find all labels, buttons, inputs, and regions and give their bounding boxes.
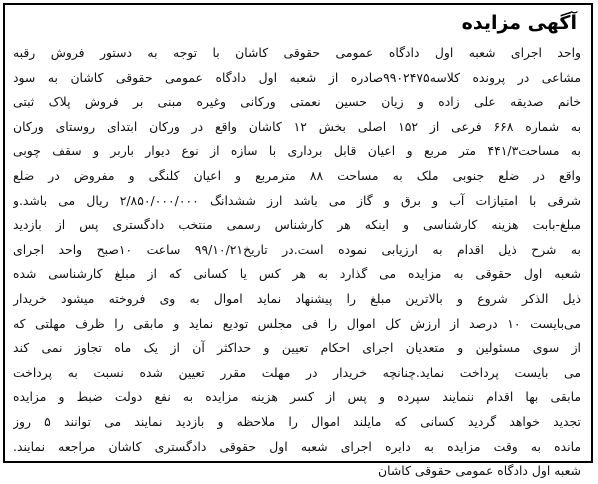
notice-line: خانم صدیقه علی زاده و زیان حسین نعمتی ورکانی وغیره مبنی بر فروش پلاک ثبتی <box>13 94 581 110</box>
notice-line: به شماره ۶۶۸ فرعی از ۱۵۲ اصلی بخش ۱۲ کاشان واقع در ورکان ابتدای روستای ورکان <box>13 118 581 134</box>
notice-line: ذیل الذکر شروع و بالاترین مبلغ را پیشنهاد نماید اموال به وی فروخته میشود خریدار <box>13 290 581 306</box>
notice-signature: شعبه اول دادگاه عمومی حقوقی کاشان <box>378 463 581 479</box>
notice-line: به شرح ذیل اقدام به ارزیابی نموده است.در تاریخ۹۹/۱۰/۲۱ ساعت ۱۰صبح واحد اجرای <box>13 241 581 257</box>
notice-line: شرقی با امتیازات آب و برق و گاز می باشد ارز ششدانگ ۲/۸۵۰/۰۰۰/۰۰۰ ریال می باشد.و <box>13 192 581 208</box>
notice-line: تجدید خواهد گردید کسانی که مایلند اموال را ملاحظه و بازدید نمایند می توانند ۵ روز <box>13 413 581 429</box>
notice-line: شعبه اول حقوقی به مزایده می گذارد به هر کس یا کسانی که از مبلغ کارشناسی شده <box>13 266 581 282</box>
notice-body <box>13 41 581 484</box>
notice-line: می‌بایست ۱۰ درصد از ارزش کل اموال را فی مجلس تودیع نماید و مابقی را ظرف مهلتی که <box>13 315 581 331</box>
notice-line: مبلغ-بابت هزینه کارشناسی و اینکه هر کارشناس رسمی منتخب دادگستری پس از بازدید <box>13 217 581 233</box>
notice-frame <box>3 3 593 479</box>
notice-line: به مساحت۴۴۱/۳ متر مربع و اعیان قابل برداری با سازه از نوع دیوار باربر و سقف چوبی <box>13 143 581 159</box>
notice-line: مشاعی در پرونده کلاسه۹۹۰۲۴۷۵صادره از شعبه اول دادگاه عمومی حقوقی کاشان به سود <box>13 69 581 85</box>
notice-line: از سوی مسئولین و متعدیان اجرای احکام تعیین و حداکثر آن از یک ماه تجاوز نمی کند <box>13 340 581 356</box>
notice-line: واقع در ضلع جنوبی ملک به مساحت ۸۸ مترمربع و اعیان کلنگی و مفروض در ضلع <box>13 167 581 183</box>
notice-title: آگهی مزایده <box>461 12 577 34</box>
notice-line: می بایست پرداخت نماید.چنانچه خریدار در مهلت مقرر تعیین شده نسبت به پرداخت <box>13 364 581 380</box>
notice-line: مانده به وقت مزایده به دایره اجرای شعبه اول حقوقی دادگستری کاشان مراجعه نمایند. <box>13 438 581 454</box>
notice-line: مابقی بها اقدام ننمایند سپرده و پس از کسر هزینه مزایده به نفع دولت ضبط و مزایده <box>13 389 581 405</box>
notice-line: واحد اجرای شعبه اول دادگاه عمومی حقوقی کاشان با توجه به دستور فروش رقبه <box>13 45 581 60</box>
